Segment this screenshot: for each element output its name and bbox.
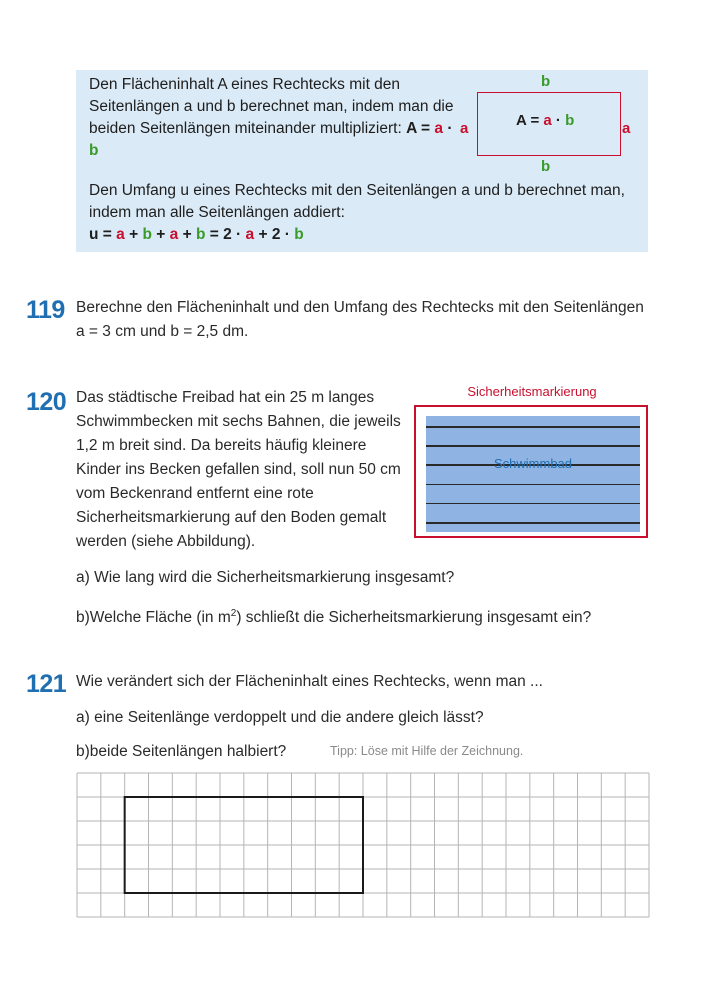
lane-line [426,426,640,428]
lane-line [426,503,640,505]
exercise-text-120: Das städtische Freibad hat ein 25 m langes Schwimmbecken mit sechs Bahnen, die jeweils 1,2 m breit sind. Da bereits häufig kleinere Kinder ins Becken gefallen sind, soll nun 50 cm vom Beckenrand entfernt eine rote Sicherheitsmarkierung auf den Boden gemalt werden (siehe Abbildung). [76,389,401,550]
pool-label: Schwimmbad [493,456,573,471]
area-text: Den Flächeninhalt A eines Rechtecks mit den Seitenlängen a und b berechnet man, indem man die beiden Seitenlängen miteinander multipliziert: [89,76,454,137]
exercise-number-120: 120 [26,388,67,416]
side-a-right-label: a [622,120,631,137]
lane-line [426,484,640,486]
drawing-grid [76,772,650,918]
safety-marking-border [414,405,648,538]
lane-line [426,445,640,447]
side-b-top-label: b [541,73,551,90]
area-formula: A = a · b [89,120,453,159]
tip-text: Tipp: Löse mit Hilfe der Zeichnung. [330,744,524,758]
pool-figure [414,384,650,544]
exercise-text-121: Wie verändert sich der Flächeninhalt eines Rechtecks, wenn man ... [76,673,543,690]
side-b-bottom-label: b [541,158,551,175]
pool-water [426,416,640,532]
rectangle-figure [460,73,649,176]
rectangle-area-formula: A = a · b [516,112,575,129]
area-explanation [89,74,459,162]
question-121a: a) eine Seitenlänge verdoppelt und die andere gleich lässt? [76,709,484,726]
perimeter-text: Den Umfang u eines Rechtecks mit den Seitenlängen a und b berechnet man, indem man alle Seitenlängen addiert: [89,182,625,221]
perimeter-formula: u = a + b + a + b = 2 · a + 2 · b [89,226,304,243]
safety-marking-caption: Sicherheitsmarkierung [467,384,597,399]
exercise-number-119: 119 [26,296,65,324]
question-120a: a) Wie lang wird die Sicherheitsmarkierung insgesamt? [76,569,455,586]
perimeter-explanation [89,180,629,246]
exercise-number-121: 121 [26,670,67,698]
info-box [76,70,648,252]
question-121b: b)beide Seitenlängen halbiert? [76,743,287,760]
lane-line [426,522,640,524]
question-120b: b)Welche Fläche (in $m^2$) schließt die Sicherheitsmarkierung insgesamt ein? [76,608,592,627]
side-a-left-label: a [460,120,469,137]
exercise-text-119: Berechne den Flächeninhalt und den Umfang des Rechtecks mit den Seitenlängen a = 3 cm und b = 2,5 dm. [76,299,644,340]
